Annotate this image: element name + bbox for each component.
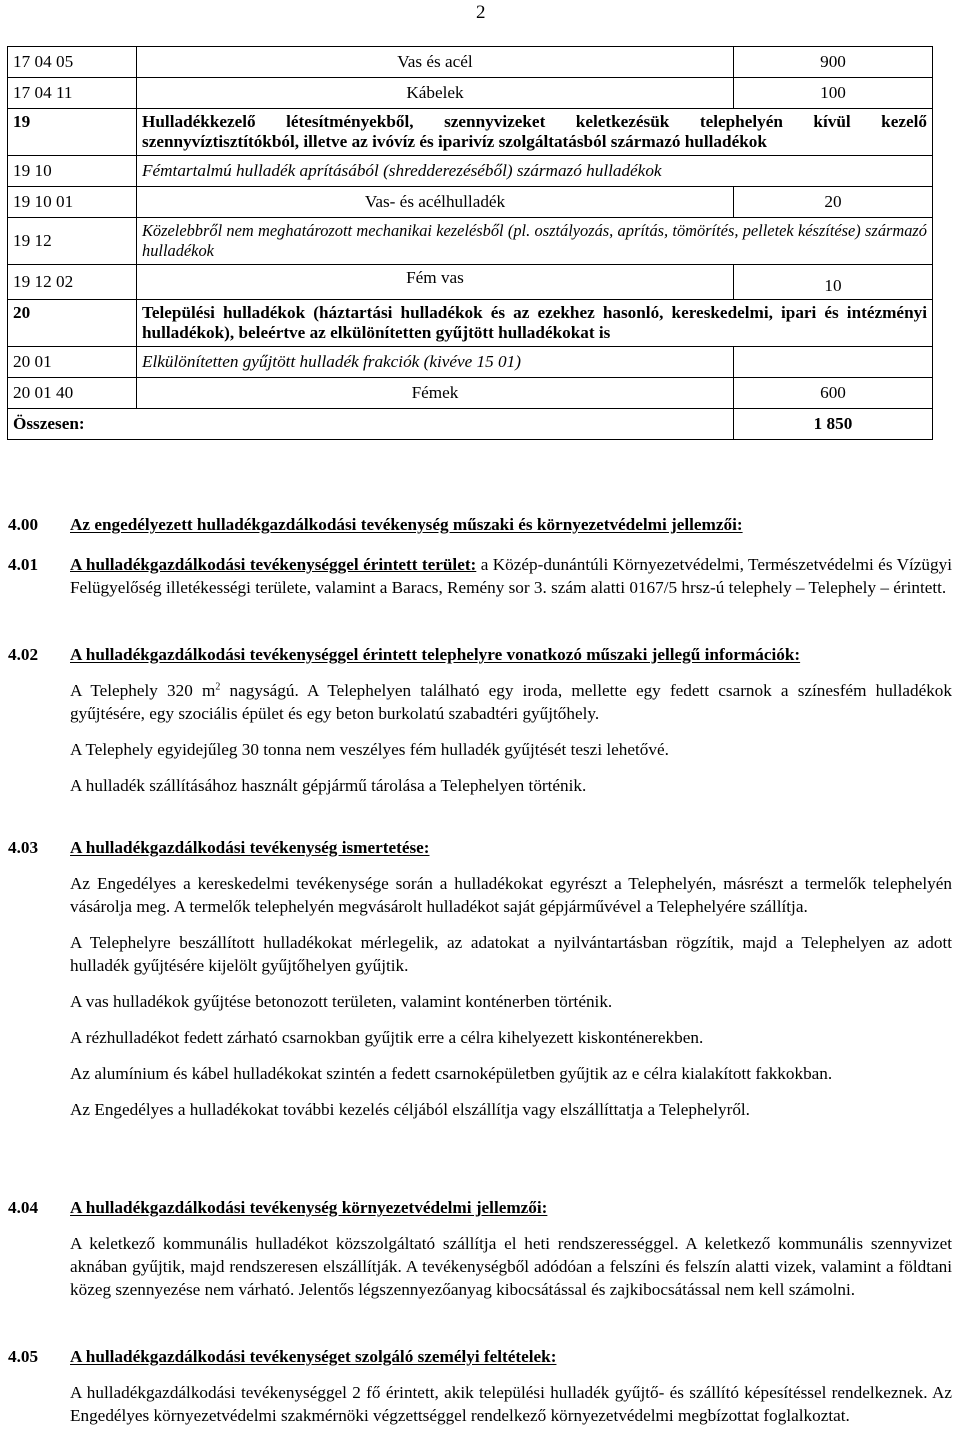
section-number: 4.04 xyxy=(8,1198,39,1217)
waste-code-table xyxy=(7,46,933,440)
section-title: A hulladékgazdálkodási tevékenységet szolgáló személyi feltételek: xyxy=(70,1347,557,1366)
section-paragraph: A hulladék szállításához használt gépjármű tárolása a Telephelyen történik. xyxy=(70,776,587,795)
section-title: Az engedélyezett hulladékgazdálkodási tevékenység műszaki és környezetvédelmi jellemzői: xyxy=(70,515,743,534)
section-4-00 xyxy=(8,513,952,536)
section-4-05 xyxy=(8,1345,952,1427)
waste-code-cell: 17 04 05 xyxy=(8,47,137,78)
section-paragraph: A rézhulladékot fedett zárható csarnokban gyűjtik erre a célra kihelyezett kiskonténerekben. xyxy=(70,1028,704,1047)
waste-code-cell: 19 12 02 xyxy=(8,265,137,300)
table-row xyxy=(8,378,933,409)
table-row xyxy=(8,156,933,187)
section-paragraph: Az alumínium és kábel hulladékokat szintén a fedett csarnoképületben gyűjtik az e célra kialakított fakkokban. xyxy=(70,1064,833,1083)
section-paragraph: A vas hulladékok gyűjtése betonozott területen, valamint konténerben történik. xyxy=(70,992,613,1011)
table-row xyxy=(8,265,933,300)
section-4-02 xyxy=(8,643,952,797)
section-paragraph: Az Engedélyes a hulladékokat további kezelés céljából elszállítja vagy elszállíttatja a Telephelyről. xyxy=(70,1100,750,1119)
table-row xyxy=(8,109,933,156)
section-paragraph: Az Engedélyes a kereskedelmi tevékenysége során a hulladékokat egyrészt a Telephelyén, másrészt a termelők telephelyén vásárolja meg. A termelők telephelyén megvásárolt hulladékot saját gépjárművével a Telephelyére szállítja. xyxy=(70,874,952,916)
table-total-row xyxy=(8,409,933,440)
waste-name-cell: Fém vas xyxy=(137,265,734,300)
section-title: A hulladékgazdálkodási tevékenységgel érintett telephelyre vonatkozó műszaki jellegű információk: xyxy=(70,645,801,664)
section-title: A hulladékgazdálkodási tevékenység környezetvédelmi jellemzői: xyxy=(70,1198,548,1217)
waste-name-cell: Vas- és acélhulladék xyxy=(137,187,734,218)
waste-quantity-cell: 20 xyxy=(734,187,933,218)
waste-quantity-cell: 900 xyxy=(734,47,933,78)
section-number: 4.03 xyxy=(8,838,39,857)
waste-code-cell: 17 04 11 xyxy=(8,78,137,109)
table-row xyxy=(8,47,933,78)
waste-name-cell: Elkülönítetten gyűjtött hulladék frakciók (kivéve 15 01) xyxy=(137,347,734,378)
waste-name-cell: Települési hulladékok (háztartási hulladékok és az ezekhez hasonló, kereskedelmi, ipari és intézményi hulladékok), beleértve az elkülönítetten gyűjtött hulladékokat is xyxy=(137,300,933,347)
section-number: 4.01 xyxy=(8,555,39,574)
section-paragraph: A Telephelyre beszállított hulladékokat mérlegelik, az adatokat a nyilvántartásban rögzítik, majd a Telephelyen az adott hulladék gyűjtésére kijelölt gyűjtőhelyen gyűjtik. xyxy=(70,933,952,975)
waste-code-cell: 19 xyxy=(8,109,137,156)
waste-code-cell: 20 xyxy=(8,300,137,347)
section-4-01 xyxy=(8,553,952,599)
section-paragraph: A Telephely egyidejűleg 30 tonna nem veszélyes fém hulladék gyűjtését teszi lehetővé. xyxy=(70,740,669,759)
waste-name-cell: Vas és acél xyxy=(137,47,734,78)
table-row xyxy=(8,347,933,378)
section-4-03 xyxy=(8,836,952,1121)
section-4-04 xyxy=(8,1196,952,1301)
waste-name-cell: Hulladékkezelő létesítményekből, szennyvizeket keletkezésük telephelyén kívül kezelő szennyvíztisztítókból, illetve az ivóvíz és iparivíz szolgáltatásból származó hulladékok xyxy=(137,109,933,156)
waste-code-cell: 19 10 xyxy=(8,156,137,187)
waste-name-cell: Fémek xyxy=(137,378,734,409)
section-title: A hulladékgazdálkodási tevékenységgel érintett terület: xyxy=(70,555,477,574)
table-row xyxy=(8,218,933,265)
waste-quantity-cell: 600 xyxy=(734,378,933,409)
section-paragraph: A hulladékgazdálkodási tevékenységgel 2 fő érintett, akik települési hulladék gyűjtő- és szállító képesítéssel rendelkeznek. Az Engedélyes környezetvédelmi szakmérnöki végzettséggel rendelkező környezetvédelmi megbízottat foglalkoztat. xyxy=(70,1383,952,1425)
section-number: 4.02 xyxy=(8,645,39,664)
table-row xyxy=(8,78,933,109)
waste-code-cell: 20 01 40 xyxy=(8,378,137,409)
section-paragraph: A keletkező kommunális hulladékot közszolgáltató szállítja el heti rendszerességgel. A keletkező kommunális szennyvizet aknában gyűjtik, majd rendszeresen elszállítják. A tevékenységből adódóan a felszíni és felszín alatti vizek, valamint a földtani közeg szennyezése nem várható. Jelentős légszennyezőanyag kibocsátással és zajkibocsátással nem kell számolni. xyxy=(70,1234,952,1299)
section-number: 4.05 xyxy=(8,1347,39,1366)
section-title: A hulladékgazdálkodási tevékenység ismertetése: xyxy=(70,838,430,857)
waste-code-cell: 19 10 01 xyxy=(8,187,137,218)
waste-name-cell: Fémtartalmú hulladék aprításából (shredderezéséből) származó hulladékok xyxy=(137,156,933,187)
total-label: Összesen: xyxy=(8,409,734,440)
section-paragraph: A Telephely 320 $m^2$ nagyságú. A Telephelyen található egy iroda, mellette egy fedett csarnok a színesfém hulladékok gyűjtésére, egy szociális épület és egy beton burkolatú szabadtéri gyűjtőhely. xyxy=(70,681,952,723)
waste-code-cell: 19 12 xyxy=(8,218,137,265)
table-row xyxy=(8,300,933,347)
total-value: 1 850 xyxy=(734,409,933,440)
waste-quantity-cell: 10 xyxy=(734,265,933,300)
section-number: 4.00 xyxy=(8,515,39,534)
section-text: A hulladékgazdálkodási tevékenységgel érintett terület: a Közép-dunántúli Környezetvédelmi, Természetvédelmi és Vízügyi Felügyelőség illetékességi területe, valamint a Baracs, Remény sor 3. szám alatti 0167/5 hrsz-ú telephely – Telephely – érintett. xyxy=(70,555,952,597)
waste-name-cell: Kábelek xyxy=(137,78,734,109)
waste-quantity-cell xyxy=(734,347,933,378)
waste-code-cell: 20 01 xyxy=(8,347,137,378)
waste-quantity-cell: 100 xyxy=(734,78,933,109)
table-row xyxy=(8,187,933,218)
page-number: 2 xyxy=(476,2,486,23)
waste-name-cell: Közelebbről nem meghatározott mechanikai kezelésből (pl. osztályozás, aprítás, tömörítés, pelletek készítése) származó hulladékok xyxy=(137,218,933,265)
